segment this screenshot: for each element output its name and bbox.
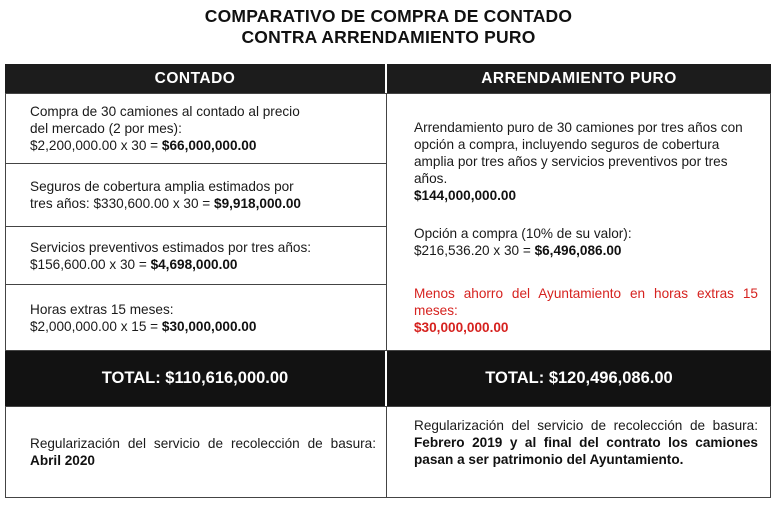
contado-regularizacion (30, 435, 376, 469)
arrendamiento-regularizacion-bold: Febrero 2019 y al final del contrato los camiones pasan a ser patrimonio del Ayuntamiento. (414, 435, 758, 467)
contado-horas-line1: Horas extras 15 meses: (30, 301, 174, 317)
contado-servicios-line1: Servicios preventivos estimados por tres años: (30, 239, 312, 255)
header-contado: CONTADO (5, 64, 385, 93)
contado-seguros-line1: Seguros de cobertura amplia estimados por (30, 179, 294, 194)
contado-seguros-amount: $9,918,000.00 (214, 196, 301, 211)
contado-horas-amount: $30,000,000.00 (161, 318, 257, 334)
contado-servicios-amount: $4,698,000.00 (150, 256, 238, 272)
contado-servicios-cell (5, 226, 387, 285)
page-title-line1: COMPARATIVO DE COMPRA DE CONTADO (204, 6, 573, 26)
contado-horas-calc: $2,000,000.00 x 15 = (30, 318, 162, 334)
total-contado: TOTAL: $110,616,000.00 (5, 351, 385, 406)
opcion-compra-line1: Opción a compra (10% de su valor): (414, 226, 632, 241)
ahorro-text: Menos ahorro del Ayuntamiento en horas extras 15 meses: (414, 286, 758, 318)
contado-servicios-calc: $156,600.00 x 30 = (30, 256, 151, 272)
contado-seguros-cell (5, 163, 387, 227)
arrendamiento-regularizacion (414, 417, 758, 468)
contado-compra-calc: $2,200,000.00 x 30 = (30, 138, 162, 153)
contado-regularizacion-cell (5, 406, 387, 498)
ahorro-block (414, 285, 758, 336)
ahorro-amount: $30,000,000.00 (414, 320, 509, 335)
contado-compra-line2: del mercado (2 por mes): (30, 121, 182, 136)
contado-servicios-calc-line (30, 256, 376, 273)
contado-seguros-calc-line (30, 195, 376, 212)
arrendamiento-regularizacion-cell (386, 406, 771, 498)
contado-compra-cell (5, 93, 387, 164)
arrendamiento-amount: $144,000,000.00 (414, 188, 517, 203)
arrendamiento-description-block (414, 119, 758, 204)
arrendamiento-description: Arrendamiento puro de 30 camiones por tres años con opción a compra, incluyendo seguros de cobertura amplia por tres años y servicios preventivos por tres años. (414, 120, 743, 186)
arrendamiento-detail-cell (386, 93, 771, 351)
contado-compra-line1: Compra de 30 camiones al contado al precio (30, 104, 300, 119)
opcion-compra-calc: $216,536.20 x 30 = (414, 243, 535, 258)
contado-compra-amount: $66,000,000.00 (161, 138, 257, 153)
header-arrendamiento: ARRENDAMIENTO PURO (387, 64, 771, 93)
page-title-line2: CONTRA ARRENDAMIENTO PURO (241, 27, 536, 47)
opcion-compra-block (414, 225, 758, 259)
opcion-compra-calc-line (414, 242, 758, 259)
total-arrendamiento: TOTAL: $120,496,086.00 (387, 351, 771, 406)
contado-horas-calc-line (30, 318, 376, 335)
comparison-table (5, 64, 771, 498)
contado-compra-calc-line (30, 137, 376, 154)
arrendamiento-regularizacion-text: Regularización del servicio de recolección de basura: (414, 418, 758, 433)
contado-regularizacion-text: Regularización del servicio de recolección de basura: (30, 436, 376, 451)
contado-horas-cell (5, 284, 387, 351)
contado-seguros-calc: tres años: $330,600.00 x 30 = (30, 196, 215, 211)
opcion-compra-amount: $6,496,086.00 (534, 243, 622, 258)
contado-regularizacion-date: Abril 2020 (30, 453, 95, 468)
